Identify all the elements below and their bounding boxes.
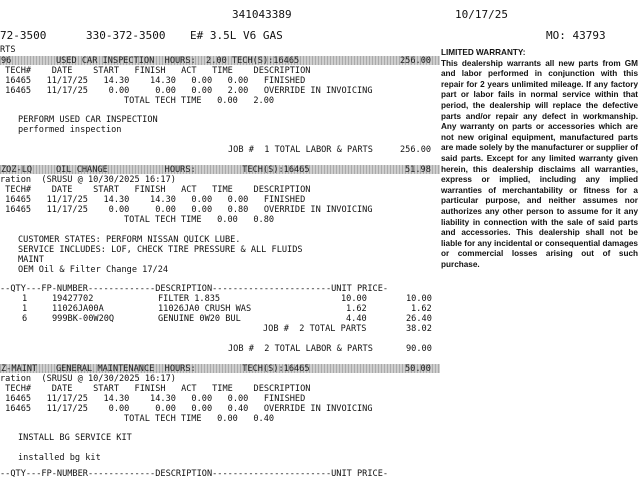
job-2-note-3: MAINT [18, 255, 44, 265]
job-1-total-label: JOB # 1 TOTAL LABOR & PARTS [228, 145, 373, 155]
job-1-line-2: 16465 11/17/25 0.00 0.00 0.00 2.00 OVERRIDE IN INVOICING [0, 86, 373, 96]
part-1-qty: 1 [22, 294, 28, 304]
job-3-sub: ration (SRUSU @ 10/30/2025 16:17) [0, 374, 176, 384]
part-2-desc: 11026JA0 CRUSH WAS [158, 304, 252, 314]
job-3-note-2: installed bg kit [18, 453, 101, 463]
job-1-title: USED CAR INSPECTION HOURS: 2.00 TECH(S):16465 [56, 56, 300, 66]
job-3-line-1: 16465 11/17/25 14.30 14.30 0.00 0.00 FINISHED [0, 394, 306, 404]
part-3-unit: 4.40 [346, 314, 367, 324]
job-3-total-tech: TOTAL TECH TIME 0.00 0.40 [124, 414, 275, 424]
job-2-total-value: 90.00 [406, 344, 432, 354]
part-3-total: 26.40 [406, 314, 432, 324]
job-2-sub: ration (SRUSU @ 10/30/2025 16:17) [0, 175, 176, 185]
invoice-date: 10/17/25 [455, 8, 508, 21]
limited-warranty [441, 48, 638, 270]
job-2-note-1: CUSTOMER STATES: PERFORM NISSAN QUICK LUBE. [18, 235, 241, 245]
part-2-fp: 11026JA00A [52, 304, 104, 314]
job-1-band-amount: 256.00 [400, 56, 432, 66]
job-2-code: ZOZ-LQ [1, 165, 33, 175]
job-2-parts-header: --QTY---FP-NUMBER-------------DESCRIPTION-----------------------UNIT PRICE- [0, 284, 389, 294]
part-1-unit: 10.00 [341, 294, 367, 304]
job-1-note-1: PERFORM USED CAR INSPECTION [18, 115, 158, 125]
mo-number: MO: 43793 [546, 29, 606, 42]
job-2-line-2: 16465 11/17/25 0.00 0.00 0.00 0.80 OVERRIDE IN INVOICING [0, 205, 373, 215]
job-3-note-1: INSTALL BG SERVICE KIT [18, 433, 132, 443]
parts-label: RTS [0, 45, 16, 55]
job-3-code: Z-MAINT [1, 364, 38, 374]
part-1-total: 10.00 [406, 294, 432, 304]
warranty-body: This dealership warrants all new parts from GM and labor performed in conjunction with this repair for 2 years unlimited mileage. If any factory part or labor fails in normal service within that period, the dealership will replace the defective parts and/or repair any defect in workmanship. Any warranty on parts or accessories which are not new original equipment, manufactured parts are made solely by the manufacturer or supplier of said parts. Except for any limited warranty given herein, this dealership disclaims all warranties, express or implied, including any implied warranties of merchantability or fitness for a particular purpose, and neither assumes nor authorizes any other person to assume for it any liability in connection with the sale of said parts and accessories. This dealership shall not be liable for any incidental or consequential damages or commercial losses arising out of such purchase. [441, 58, 639, 269]
part-2-total: 1.62 [411, 304, 432, 314]
phone-partial: 72-3500 [0, 29, 47, 42]
ro-number: 341043389 [232, 8, 292, 21]
job-2-total-tech: TOTAL TECH TIME 0.00 0.80 [124, 215, 275, 225]
part-1-desc: FILTER 1.835 [158, 294, 221, 304]
job-1-total-tech: TOTAL TECH TIME 0.00 2.00 [124, 96, 275, 106]
job-2-note-2: SERVICE INCLUDES: LOF, CHECK TIRE PRESSURE & ALL FLUIDS [18, 245, 303, 255]
job-3-tech-header: TECH# DATE START FINISH ACT TIME DESCRIPTION [0, 384, 311, 394]
job-2-band-amount: 51.98 [405, 165, 431, 175]
job-3-parts-header: --QTY---FP-NUMBER-------------DESCRIPTION-----------------------UNIT PRICE- [0, 469, 389, 479]
part-3-desc: GENUINE 0W20 BUL [158, 314, 241, 324]
job-1-tech-header: TECH# DATE START FINISH ACT TIME DESCRIPTION [0, 66, 311, 76]
job-3-title: GENERAL MAINTENANCE HOURS: TECH(S):16465 [56, 364, 310, 374]
job-2-parts-total-value: 38.02 [406, 324, 432, 334]
job-1-code: 96 [1, 56, 12, 66]
job-2-parts-total-label: JOB # 2 TOTAL PARTS [263, 324, 367, 334]
engine-info: E# 3.5L V6 GAS [190, 29, 283, 42]
job-2-tech-header: TECH# DATE START FINISH ACT TIME DESCRIPTION [0, 185, 311, 195]
warranty-title: LIMITED WARRANTY: [441, 48, 526, 57]
part-2-qty: 1 [22, 304, 28, 314]
job-2-line-1: 16465 11/17/25 14.30 14.30 0.00 0.00 FINISHED [0, 195, 306, 205]
part-1-fp: 19427702 [52, 294, 94, 304]
job-1-line-1: 16465 11/17/25 14.30 14.30 0.00 0.00 FINISHED [0, 76, 306, 86]
part-2-unit: 1.62 [346, 304, 367, 314]
job-1-total-value: 256.00 [400, 145, 432, 155]
part-3-qty: 6 [22, 314, 28, 324]
part-3-fp: 999BK-00W20Q [52, 314, 115, 324]
job-2-total-label: JOB # 2 TOTAL LABOR & PARTS [228, 344, 373, 354]
job-3-band-amount: 50.00 [405, 364, 431, 374]
job-3-line-2: 16465 11/17/25 0.00 0.00 0.00 0.40 OVERRIDE IN INVOICING [0, 404, 373, 414]
phone-number: 330-372-3500 [86, 29, 166, 42]
job-1-note-2: performed inspection [18, 125, 122, 135]
job-2-title: OIL CHANGE HOURS: TECH(S):16465 [56, 165, 310, 175]
job-2-note-4: OEM Oil & Filter Change 17/24 [18, 265, 169, 275]
